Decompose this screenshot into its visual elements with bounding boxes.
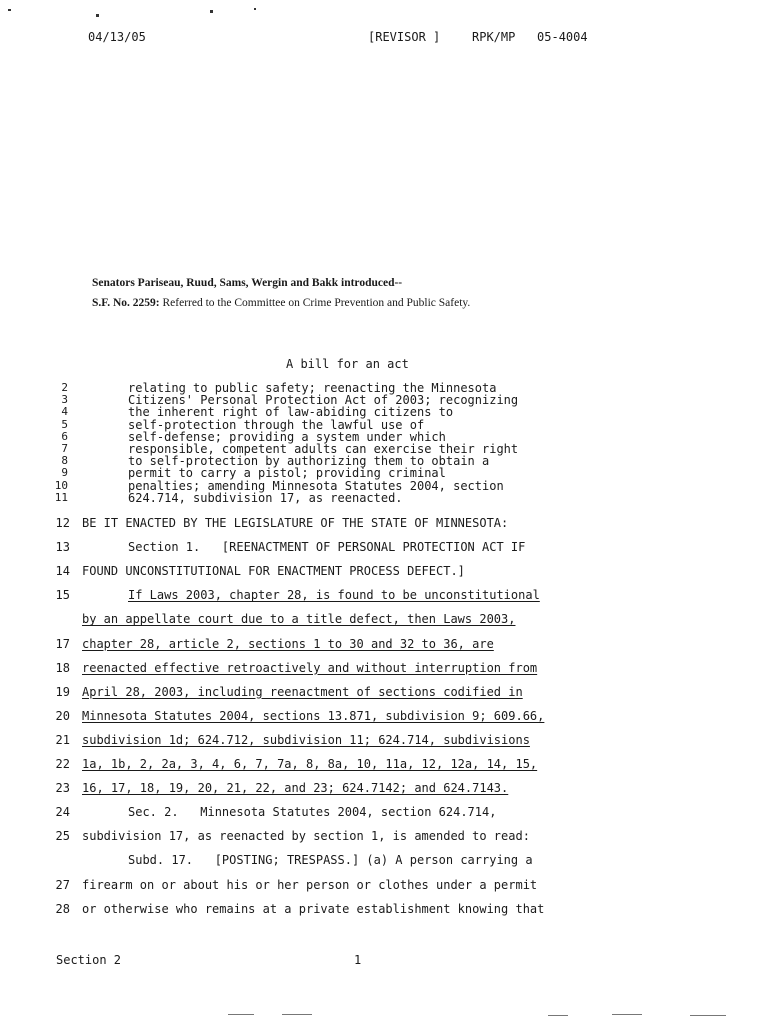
referral-line xyxy=(92,297,470,309)
line-number: 15 xyxy=(55,588,70,603)
line-number: 8 xyxy=(61,454,68,468)
bill-text-line: firearm on or about his or her person or clothes under a permit xyxy=(82,877,538,892)
scan-mark xyxy=(282,1014,312,1015)
description-line: the inherent right of law-abiding citizens to xyxy=(128,405,454,420)
scan-speck xyxy=(254,8,256,10)
bill-text-line: reenacted effective retroactively and without interruption from xyxy=(82,660,538,675)
bill-text-line: Sec. 2. Minnesota Statutes 2004, section 624.714, xyxy=(128,805,497,820)
bill-text-line: or otherwise who remains at a private establishment knowing that xyxy=(82,901,545,916)
line-number: 27 xyxy=(55,877,70,892)
line-number: 14 xyxy=(55,564,70,579)
line-number: 10 xyxy=(54,478,68,492)
bill-text-line: BE IT ENACTED BY THE LEGISLATURE OF THE STATE OF MINNESOTA: xyxy=(82,516,509,530)
scan-speck xyxy=(96,14,99,17)
description-line: self-defense; providing a system under which xyxy=(128,429,446,444)
line-number: 13 xyxy=(55,540,70,555)
line-number: 9 xyxy=(61,466,68,480)
bill-text-line: Section 1. [REENACTMENT OF PERSONAL PROTECTION ACT IF xyxy=(128,540,526,555)
scan-mark xyxy=(228,1014,254,1015)
bill-text-line: chapter 28, article 2, sections 1 to 30 and 32 to 36, are xyxy=(82,636,494,651)
line-number: 22 xyxy=(55,757,70,771)
scan-speck xyxy=(8,9,11,11)
description-line: to self-protection by authorizing them to obtain a xyxy=(128,454,490,469)
document-date: 04/13/05 xyxy=(88,30,146,44)
page-number: 1 xyxy=(354,953,362,967)
line-number: 23 xyxy=(55,781,70,796)
line-number: 24 xyxy=(55,805,70,820)
scan-mark xyxy=(612,1014,642,1015)
footer-section: Section 2 xyxy=(56,953,122,967)
line-number: 28 xyxy=(55,901,70,916)
line-number: 2 xyxy=(61,381,68,394)
description-line: responsible, competent adults can exercise their right xyxy=(128,442,519,456)
bill-text-line: If Laws 2003, chapter 28, is found to be unconstitutional xyxy=(128,588,540,603)
line-number: 3 xyxy=(61,393,68,407)
description-line: penalties; amending Minnesota Statutes 2004, section xyxy=(128,478,504,493)
bill-text-line: by an appellate court due to a title defect, then Laws 2003, xyxy=(82,612,516,627)
line-number: 21 xyxy=(55,732,70,747)
scan-speck xyxy=(210,10,213,13)
bill-text-line: subdivision 1d; 624.712, subdivision 11; 624.714, subdivisions xyxy=(82,732,530,747)
bill-title: A bill for an act xyxy=(286,357,409,371)
line-number: 6 xyxy=(61,429,68,443)
file-number: S.F. No. 2259: xyxy=(92,297,160,309)
bill-text-line: 16, 17, 18, 19, 20, 21, 22, and 23; 624.7142; and 624.7143. xyxy=(82,781,509,796)
line-number: 18 xyxy=(55,660,70,675)
line-number: 20 xyxy=(55,708,70,723)
line-number: 25 xyxy=(55,829,70,844)
bill-text-line: April 28, 2003, including reenactment of sections codified in xyxy=(82,684,523,699)
description-line: Citizens' Personal Protection Act of 2003; recognizing xyxy=(128,393,519,408)
introduced-by: Senators Pariseau, Ruud, Sams, Wergin and Bakk introduced-- xyxy=(92,277,403,289)
bill-text-line: Minnesota Statutes 2004, sections 13.871, subdivision 9; 609.66, xyxy=(82,708,545,723)
line-number: 5 xyxy=(61,417,68,431)
scan-mark xyxy=(548,1015,568,1016)
description-line: permit to carry a pistol; providing criminal xyxy=(128,466,446,481)
bill-text-line: subdivision 17, as reenacted by section 1, is amended to read: xyxy=(82,829,530,844)
description-line: relating to public safety; reenacting the Minnesota xyxy=(128,381,497,395)
scan-mark xyxy=(690,1015,726,1016)
line-number: 12 xyxy=(55,516,70,530)
description-line: 624.714, subdivision 17, as reenacted. xyxy=(128,490,403,505)
bill-text-line: Subd. 17. [POSTING; TRESPASS.] (a) A person carrying a xyxy=(128,853,533,868)
line-number: 4 xyxy=(61,405,68,419)
line-number: 11 xyxy=(54,490,68,504)
revisor-label: [REVISOR ] xyxy=(368,30,441,44)
bill-text-line: FOUND UNCONSTITUTIONAL FOR ENACTMENT PROCESS DEFECT.] xyxy=(82,564,465,579)
description-line: self-protection through the lawful use of xyxy=(128,417,425,432)
bill-text-line: 1a, 1b, 2, 2a, 3, 4, 6, 7, 7a, 8, 8a, 10, 11a, 12, 12a, 14, 15, xyxy=(82,757,538,771)
document-code: RPK/MP 05-4004 xyxy=(472,30,588,44)
line-number: 19 xyxy=(55,684,70,699)
line-number: 7 xyxy=(61,442,68,455)
line-number: 17 xyxy=(55,636,70,651)
referral-text: Referred to the Committee on Crime Prevention and Public Safety. xyxy=(162,297,471,309)
